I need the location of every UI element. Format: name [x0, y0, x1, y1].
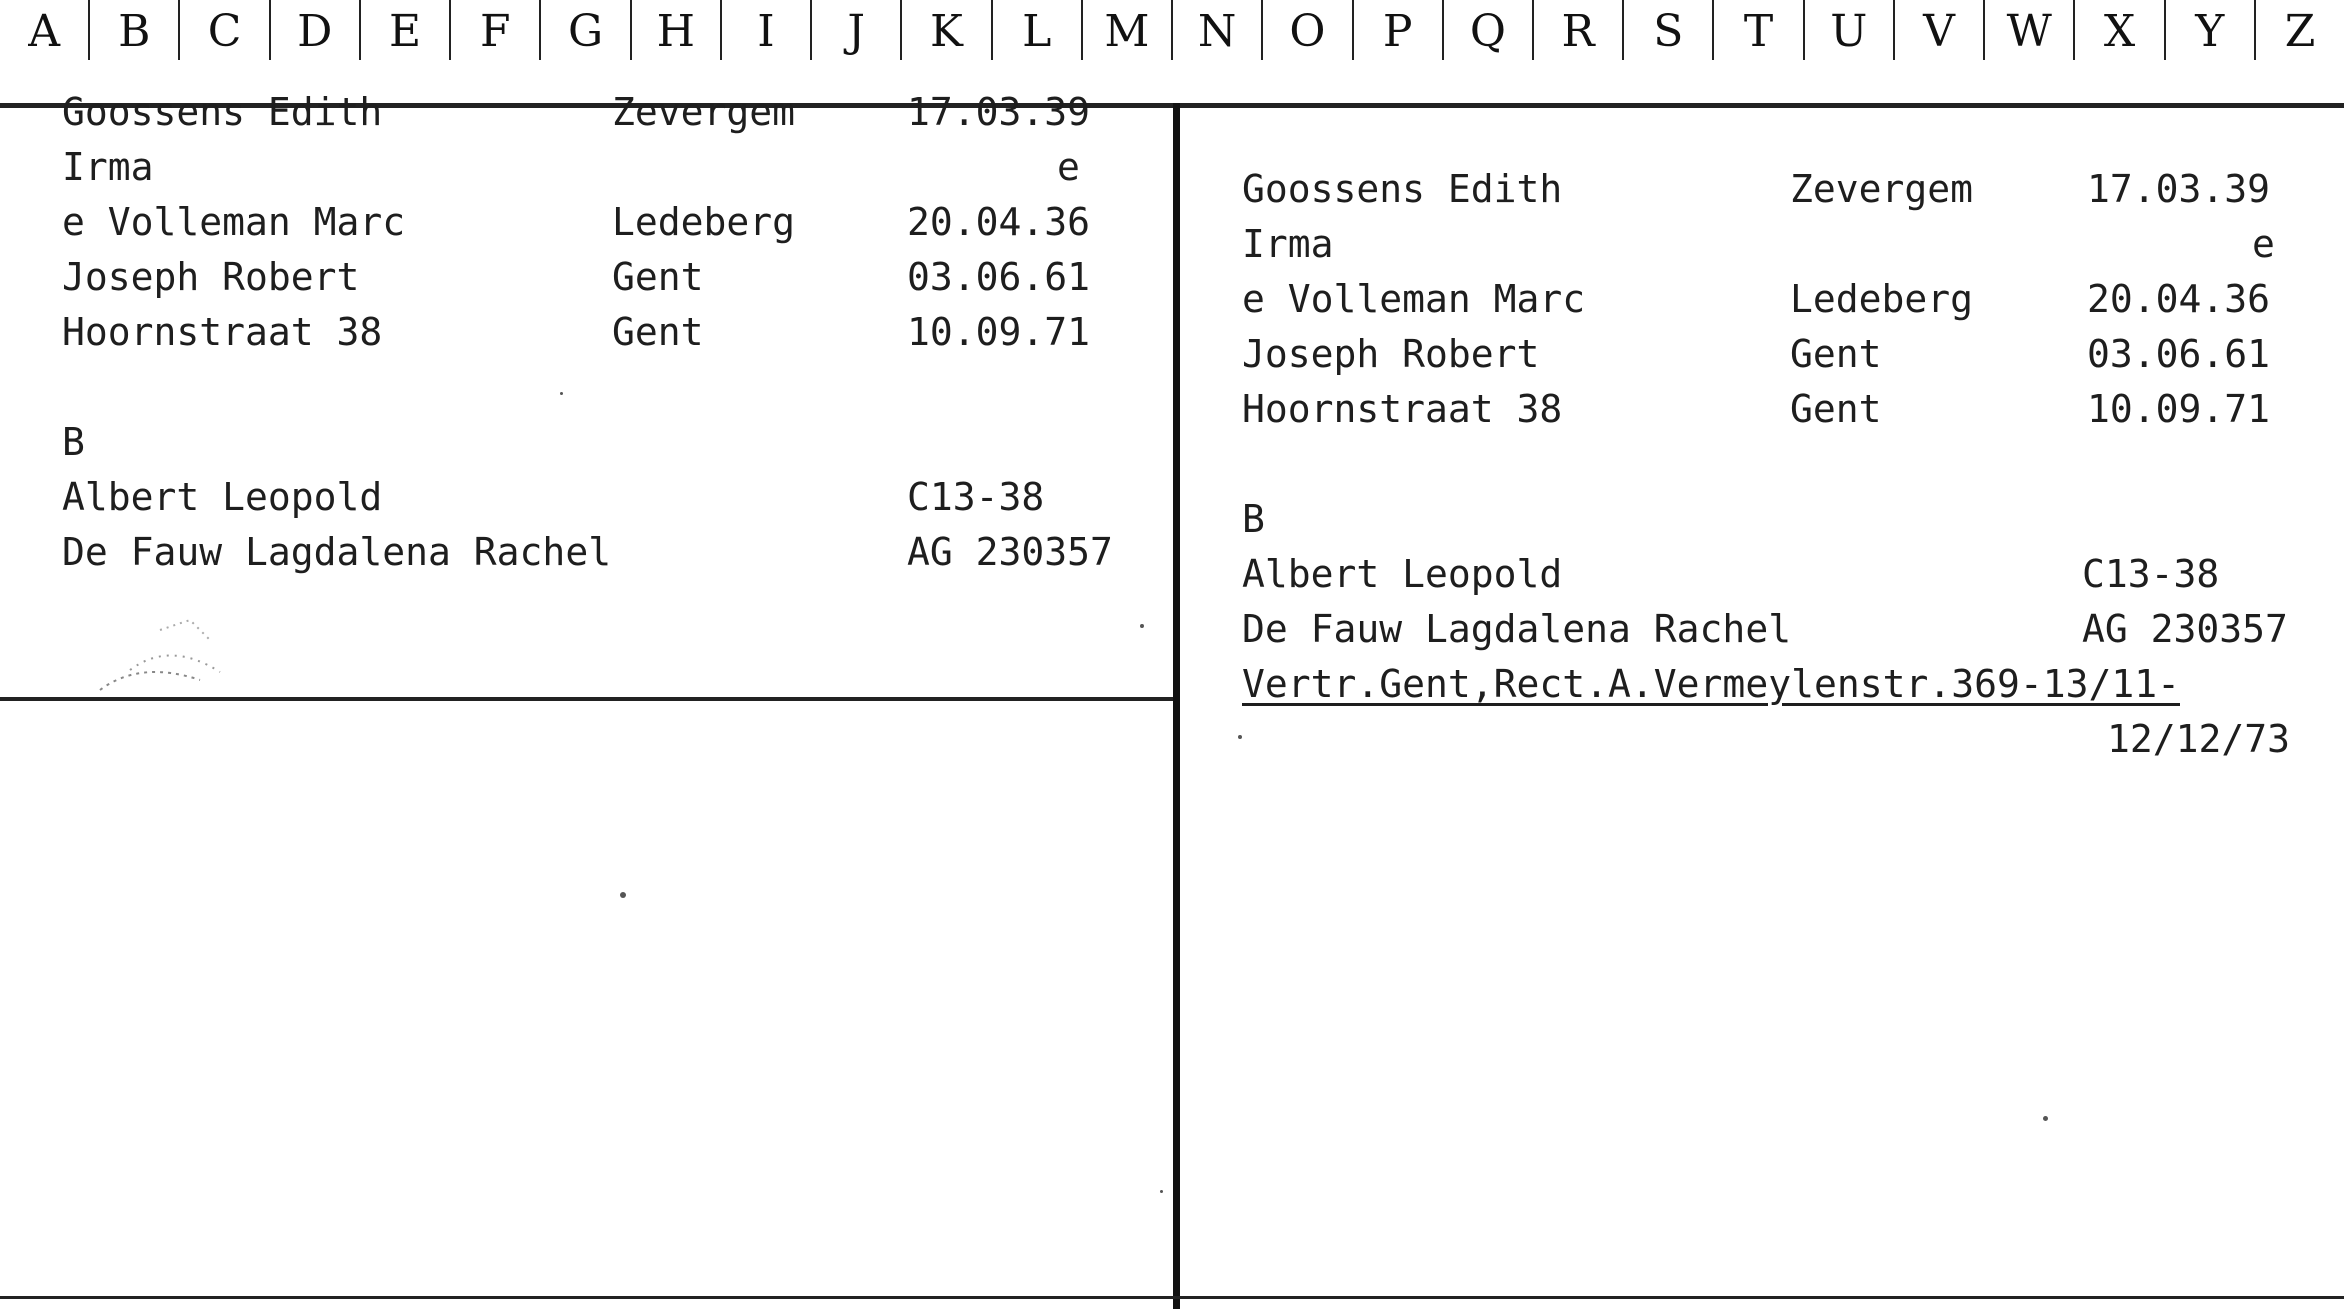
index-letter: V	[1895, 0, 1985, 60]
row-place: Ledeberg	[612, 200, 796, 244]
left-row	[62, 85, 1152, 140]
left-row	[62, 525, 1152, 580]
row-name: e Volleman Marc	[1242, 277, 1586, 321]
alphabet-index-bar	[0, 0, 2344, 60]
index-letter: D	[271, 0, 361, 60]
row-date: e	[1057, 145, 1080, 189]
row-date: AG 230357	[2082, 607, 2288, 651]
row-name: Goossens Edith	[62, 90, 383, 134]
index-letter: X	[2075, 0, 2165, 60]
index-letter: Y	[2166, 0, 2256, 60]
row-date: 03.06.61	[907, 255, 1091, 299]
row-date: 20.04.36	[2087, 277, 2271, 321]
row-date: C13-38	[2082, 552, 2220, 596]
index-letter: R	[1534, 0, 1624, 60]
row-date: 17.03.39	[907, 90, 1091, 134]
left-row	[62, 305, 1152, 360]
right-row	[1242, 547, 2332, 602]
row-place: Gent	[612, 310, 704, 354]
right-row	[1242, 492, 2332, 547]
row-place: Gent	[1790, 332, 1882, 376]
smudge-mark	[80, 600, 240, 700]
left-row	[62, 195, 1152, 250]
row-date: 17.03.39	[2087, 167, 2271, 211]
right-row	[1242, 657, 2332, 712]
left-card	[62, 90, 1152, 580]
index-letter: U	[1805, 0, 1895, 60]
note-date: 12/12/73	[2107, 717, 2291, 761]
index-letter: S	[1624, 0, 1714, 60]
row-name: Goossens Edith	[1242, 167, 1563, 211]
row-date: e	[2252, 222, 2275, 266]
row-date: 20.04.36	[907, 200, 1091, 244]
row-date: 10.09.71	[2087, 387, 2271, 431]
row-place: Gent	[612, 255, 704, 299]
row-name: Hoornstraat 38	[62, 310, 383, 354]
index-letter: T	[1714, 0, 1804, 60]
right-card	[1242, 162, 2332, 767]
index-letter: B	[90, 0, 180, 60]
bottom-rule	[0, 1296, 2344, 1299]
left-row	[62, 360, 1152, 415]
right-row	[1242, 327, 2332, 382]
right-row	[1242, 437, 2332, 492]
row-name: Albert Leopold	[62, 475, 383, 519]
index-letter: G	[541, 0, 631, 60]
index-letter: L	[993, 0, 1083, 60]
row-name: e Volleman Marc	[62, 200, 406, 244]
index-letter: M	[1083, 0, 1173, 60]
right-row	[1242, 272, 2332, 327]
scan-speck	[1160, 1190, 1163, 1193]
row-date: C13-38	[907, 475, 1045, 519]
scan-speck	[2043, 1116, 2048, 1121]
row-place: Ledeberg	[1790, 277, 1974, 321]
scan-speck	[1140, 624, 1144, 628]
card-divider	[1173, 103, 1180, 1309]
index-letter: P	[1354, 0, 1444, 60]
row-date: AG 230357	[907, 530, 1113, 574]
index-letter: Q	[1444, 0, 1534, 60]
right-row	[1242, 162, 2332, 217]
row-date: 10.09.71	[907, 310, 1091, 354]
index-letter: N	[1173, 0, 1263, 60]
row-date: 03.06.61	[2087, 332, 2271, 376]
left-row	[62, 470, 1152, 525]
index-letter: F	[451, 0, 541, 60]
row-place: Zevergem	[1790, 167, 1974, 211]
index-letter: H	[632, 0, 722, 60]
row-name: B	[1242, 497, 1265, 541]
row-name: De Fauw Lagdalena Rachel	[1242, 607, 1792, 651]
row-name: De Fauw Lagdalena Rachel	[62, 530, 612, 574]
index-letter: I	[722, 0, 812, 60]
right-row	[1242, 602, 2332, 657]
row-name: Albert Leopold	[1242, 552, 1563, 596]
right-row	[1242, 217, 2332, 272]
index-letter: C	[180, 0, 270, 60]
index-letter: O	[1263, 0, 1353, 60]
row-name: B	[62, 420, 85, 464]
left-row	[62, 250, 1152, 305]
right-row	[1242, 382, 2332, 437]
scan-speck	[1238, 735, 1242, 739]
scan-speck	[560, 392, 563, 395]
index-letter: E	[361, 0, 451, 60]
index-letter: W	[1985, 0, 2075, 60]
index-letter: A	[0, 0, 90, 60]
row-name: Hoornstraat 38	[1242, 387, 1563, 431]
left-row	[62, 140, 1152, 195]
row-place: Gent	[1790, 387, 1882, 431]
index-letter: K	[902, 0, 992, 60]
right-row	[1242, 712, 2332, 767]
row-place: Zevergem	[612, 90, 796, 134]
scan-speck	[620, 892, 626, 898]
row-name: Irma	[1242, 222, 1334, 266]
row-name: Joseph Robert	[62, 255, 360, 299]
row-name: Irma	[62, 145, 154, 189]
index-letter: Z	[2284, 5, 2316, 57]
transfer-note: Vertr.Gent,Rect.A.Vermeylenstr.369-13/11-	[1242, 662, 2180, 706]
index-letter: J	[812, 0, 902, 60]
row-name: Joseph Robert	[1242, 332, 1540, 376]
left-row	[62, 415, 1152, 470]
